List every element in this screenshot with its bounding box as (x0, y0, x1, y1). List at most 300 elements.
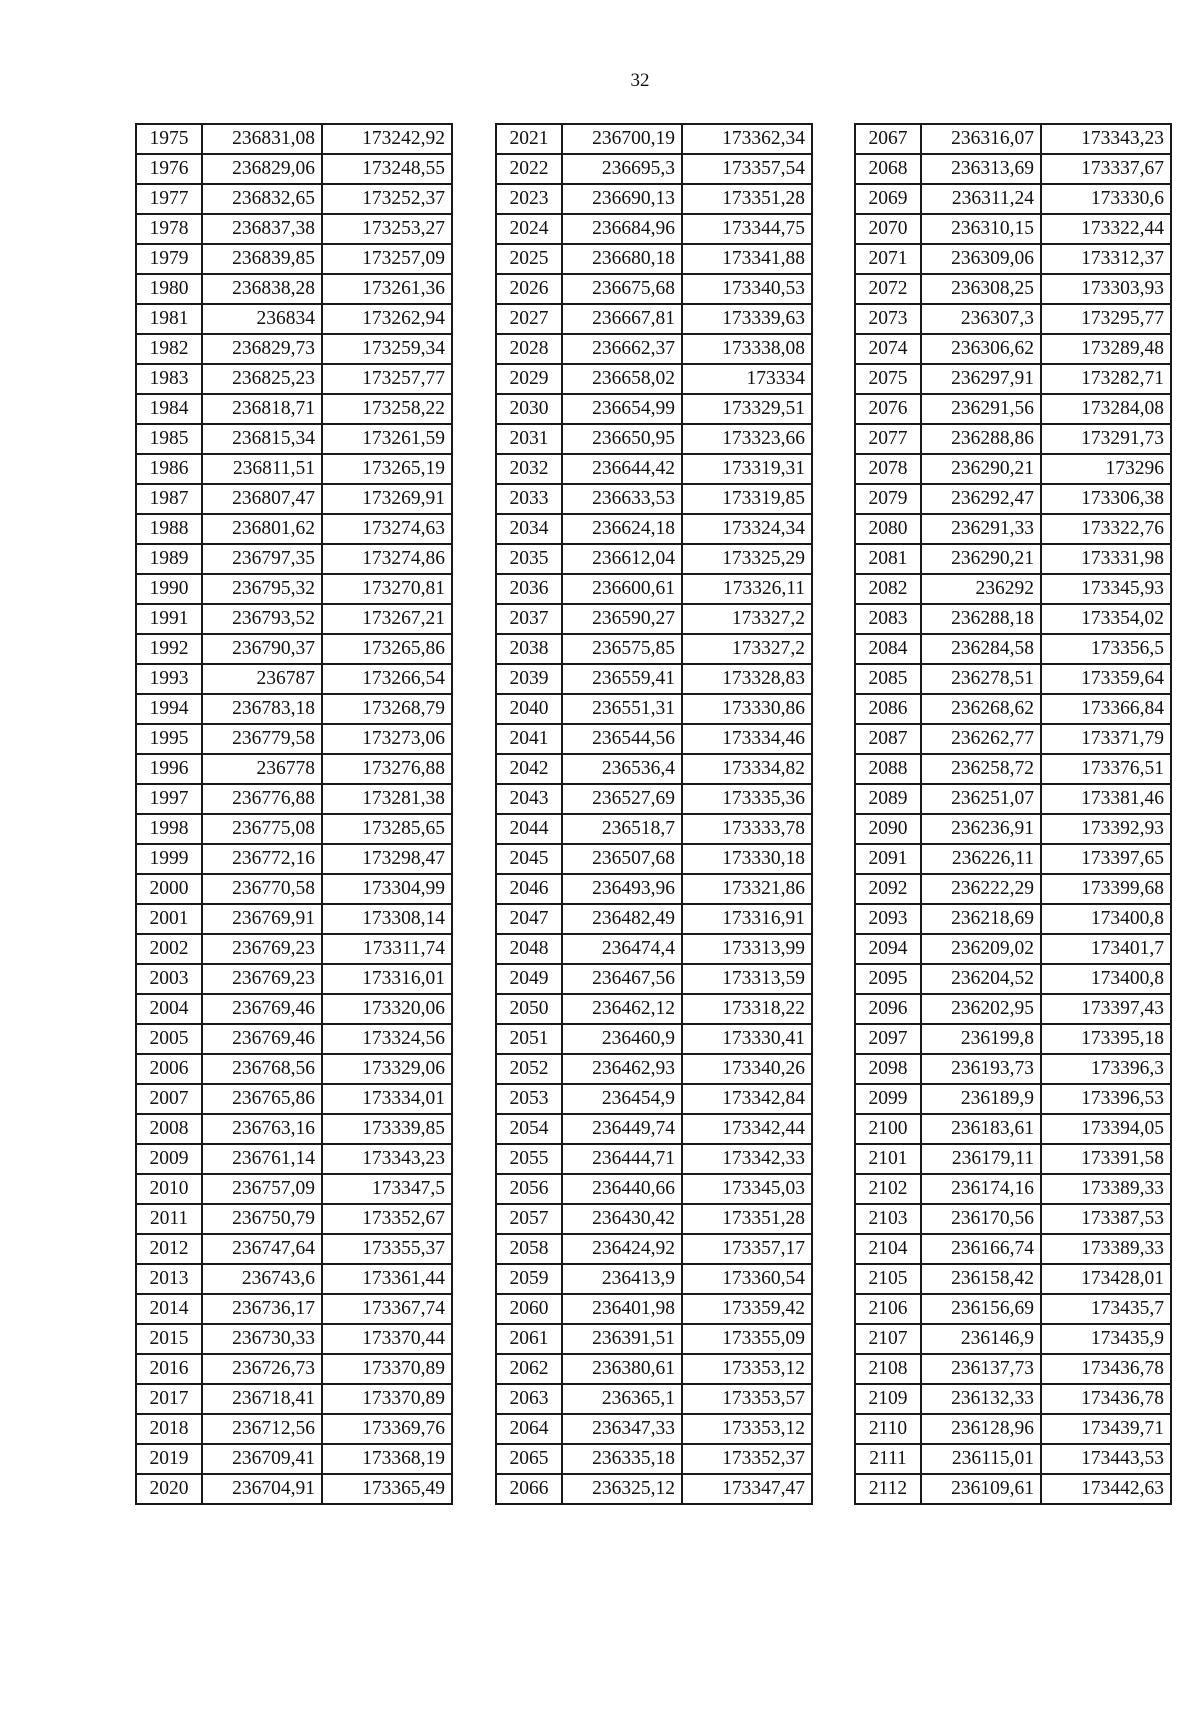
x-coordinate-cell: 236146,9 (921, 1324, 1041, 1354)
point-number-cell: 2083 (855, 604, 921, 634)
x-coordinate-cell: 236174,16 (921, 1174, 1041, 1204)
x-coordinate-cell: 236325,12 (562, 1474, 682, 1504)
coordinates-table-2 (495, 123, 813, 1505)
y-coordinate-cell: 173361,44 (322, 1264, 452, 1294)
table-row (136, 1324, 452, 1354)
x-coordinate-cell: 236801,62 (202, 514, 322, 544)
table-row (136, 1174, 452, 1204)
x-coordinate-cell: 236335,18 (562, 1444, 682, 1474)
x-coordinate-cell: 236726,73 (202, 1354, 322, 1384)
table-row (496, 1234, 812, 1264)
table-row (496, 484, 812, 514)
table-row (855, 1414, 1171, 1444)
x-coordinate-cell: 236795,32 (202, 574, 322, 604)
table-row (855, 964, 1171, 994)
x-coordinate-cell: 236757,09 (202, 1174, 322, 1204)
x-coordinate-cell: 236778 (202, 754, 322, 784)
x-coordinate-cell: 236226,11 (921, 844, 1041, 874)
y-coordinate-cell: 173435,7 (1041, 1294, 1171, 1324)
x-coordinate-cell: 236667,81 (562, 304, 682, 334)
y-coordinate-cell: 173252,37 (322, 184, 452, 214)
y-coordinate-cell: 173401,7 (1041, 934, 1171, 964)
point-number-cell: 2045 (496, 844, 562, 874)
x-coordinate-cell: 236444,71 (562, 1144, 682, 1174)
table-row (855, 1024, 1171, 1054)
table-row (855, 454, 1171, 484)
y-coordinate-cell: 173353,12 (682, 1354, 812, 1384)
table-row (496, 424, 812, 454)
table-row (136, 724, 452, 754)
table-row (136, 664, 452, 694)
table-row (136, 874, 452, 904)
point-number-cell: 2012 (136, 1234, 202, 1264)
x-coordinate-cell: 236311,24 (921, 184, 1041, 214)
table-row (136, 454, 452, 484)
table-row (496, 1294, 812, 1324)
x-coordinate-cell: 236600,61 (562, 574, 682, 604)
y-coordinate-cell: 173265,19 (322, 454, 452, 484)
point-number-cell: 2112 (855, 1474, 921, 1504)
y-coordinate-cell: 173387,53 (1041, 1204, 1171, 1234)
table-row (855, 1174, 1171, 1204)
table-row (855, 394, 1171, 424)
x-coordinate-cell: 236268,62 (921, 694, 1041, 724)
point-number-cell: 2003 (136, 964, 202, 994)
y-coordinate-cell: 173327,2 (682, 634, 812, 664)
table-row (136, 1294, 452, 1324)
y-coordinate-cell: 173389,33 (1041, 1174, 1171, 1204)
x-coordinate-cell: 236258,72 (921, 754, 1041, 784)
y-coordinate-cell: 173303,93 (1041, 274, 1171, 304)
y-coordinate-cell: 173399,68 (1041, 874, 1171, 904)
x-coordinate-cell: 236179,11 (921, 1144, 1041, 1174)
point-number-cell: 2028 (496, 334, 562, 364)
point-number-cell: 2006 (136, 1054, 202, 1084)
point-number-cell: 1983 (136, 364, 202, 394)
x-coordinate-cell: 236262,77 (921, 724, 1041, 754)
y-coordinate-cell: 173370,89 (322, 1354, 452, 1384)
point-number-cell: 2015 (136, 1324, 202, 1354)
y-coordinate-cell: 173296 (1041, 454, 1171, 484)
y-coordinate-cell: 173357,54 (682, 154, 812, 184)
y-coordinate-cell: 173341,88 (682, 244, 812, 274)
table-row (855, 1144, 1171, 1174)
x-coordinate-cell: 236536,4 (562, 754, 682, 784)
y-coordinate-cell: 173313,59 (682, 964, 812, 994)
table-row (855, 334, 1171, 364)
table-row (496, 1174, 812, 1204)
y-coordinate-cell: 173327,2 (682, 604, 812, 634)
x-coordinate-cell: 236704,91 (202, 1474, 322, 1504)
x-coordinate-cell: 236832,65 (202, 184, 322, 214)
table-row (855, 274, 1171, 304)
point-number-cell: 2052 (496, 1054, 562, 1084)
table-row (136, 1144, 452, 1174)
table-row (496, 964, 812, 994)
table-row (496, 664, 812, 694)
table-row (496, 1354, 812, 1384)
table-row (496, 844, 812, 874)
y-coordinate-cell: 173318,22 (682, 994, 812, 1024)
x-coordinate-cell: 236750,79 (202, 1204, 322, 1234)
y-coordinate-cell: 173313,99 (682, 934, 812, 964)
point-number-cell: 2080 (855, 514, 921, 544)
y-coordinate-cell: 173339,85 (322, 1114, 452, 1144)
table-row (855, 544, 1171, 574)
point-number-cell: 1986 (136, 454, 202, 484)
x-coordinate-cell: 236236,91 (921, 814, 1041, 844)
y-coordinate-cell: 173261,59 (322, 424, 452, 454)
x-coordinate-cell: 236612,04 (562, 544, 682, 574)
y-coordinate-cell: 173269,91 (322, 484, 452, 514)
x-coordinate-cell: 236313,69 (921, 154, 1041, 184)
point-number-cell: 2054 (496, 1114, 562, 1144)
x-coordinate-cell: 236310,15 (921, 214, 1041, 244)
x-coordinate-cell: 236662,37 (562, 334, 682, 364)
table-row (855, 484, 1171, 514)
point-number-cell: 1997 (136, 784, 202, 814)
table-row (136, 1084, 452, 1114)
y-coordinate-cell: 173259,34 (322, 334, 452, 364)
y-coordinate-cell: 173266,54 (322, 664, 452, 694)
point-number-cell: 2104 (855, 1234, 921, 1264)
point-number-cell: 2085 (855, 664, 921, 694)
y-coordinate-cell: 173248,55 (322, 154, 452, 184)
x-coordinate-cell: 236790,37 (202, 634, 322, 664)
table-row (136, 274, 452, 304)
point-number-cell: 2097 (855, 1024, 921, 1054)
point-number-cell: 2072 (855, 274, 921, 304)
table-row (136, 124, 452, 154)
point-number-cell: 2039 (496, 664, 562, 694)
point-number-cell: 1999 (136, 844, 202, 874)
point-number-cell: 2013 (136, 1264, 202, 1294)
table-row (496, 514, 812, 544)
point-number-cell: 1977 (136, 184, 202, 214)
point-number-cell: 2036 (496, 574, 562, 604)
y-coordinate-cell: 173334,46 (682, 724, 812, 754)
y-coordinate-cell: 173329,06 (322, 1054, 452, 1084)
point-number-cell: 2050 (496, 994, 562, 1024)
point-number-cell: 2008 (136, 1114, 202, 1144)
point-number-cell: 2004 (136, 994, 202, 1024)
y-coordinate-cell: 173352,67 (322, 1204, 452, 1234)
point-number-cell: 2082 (855, 574, 921, 604)
y-coordinate-cell: 173319,85 (682, 484, 812, 514)
y-coordinate-cell: 173352,37 (682, 1444, 812, 1474)
point-number-cell: 2108 (855, 1354, 921, 1384)
table-row (855, 364, 1171, 394)
x-coordinate-cell: 236291,33 (921, 514, 1041, 544)
table-row (136, 1264, 452, 1294)
x-coordinate-cell: 236761,14 (202, 1144, 322, 1174)
table-row (855, 1444, 1171, 1474)
point-number-cell: 2021 (496, 124, 562, 154)
table-row (855, 214, 1171, 244)
table-row (136, 484, 452, 514)
y-coordinate-cell: 173281,38 (322, 784, 452, 814)
point-number-cell: 2086 (855, 694, 921, 724)
table-row (136, 1354, 452, 1384)
point-number-cell: 2074 (855, 334, 921, 364)
x-coordinate-cell: 236449,74 (562, 1114, 682, 1144)
y-coordinate-cell: 173340,53 (682, 274, 812, 304)
point-number-cell: 2000 (136, 874, 202, 904)
y-coordinate-cell: 173304,99 (322, 874, 452, 904)
x-coordinate-cell: 236518,7 (562, 814, 682, 844)
y-coordinate-cell: 173274,63 (322, 514, 452, 544)
x-coordinate-cell: 236839,85 (202, 244, 322, 274)
x-coordinate-cell: 236251,07 (921, 784, 1041, 814)
table-row (855, 154, 1171, 184)
table-row (496, 1114, 812, 1144)
table-row (136, 634, 452, 664)
x-coordinate-cell: 236462,93 (562, 1054, 682, 1084)
point-number-cell: 2111 (855, 1444, 921, 1474)
point-number-cell: 2110 (855, 1414, 921, 1444)
point-number-cell: 2091 (855, 844, 921, 874)
table-row (855, 1054, 1171, 1084)
x-coordinate-cell: 236156,69 (921, 1294, 1041, 1324)
y-coordinate-cell: 173331,98 (1041, 544, 1171, 574)
x-coordinate-cell: 236775,08 (202, 814, 322, 844)
x-coordinate-cell: 236109,61 (921, 1474, 1041, 1504)
y-coordinate-cell: 173342,44 (682, 1114, 812, 1144)
table-row (855, 1234, 1171, 1264)
point-number-cell: 2069 (855, 184, 921, 214)
table-row (496, 1144, 812, 1174)
table-row (136, 394, 452, 424)
point-number-cell: 2026 (496, 274, 562, 304)
table-row (136, 184, 452, 214)
y-coordinate-cell: 173396,3 (1041, 1054, 1171, 1084)
x-coordinate-cell: 236793,52 (202, 604, 322, 634)
y-coordinate-cell: 173324,56 (322, 1024, 452, 1054)
x-coordinate-cell: 236170,56 (921, 1204, 1041, 1234)
y-coordinate-cell: 173353,12 (682, 1414, 812, 1444)
x-coordinate-cell: 236199,8 (921, 1024, 1041, 1054)
x-coordinate-cell: 236838,28 (202, 274, 322, 304)
point-number-cell: 1984 (136, 394, 202, 424)
x-coordinate-cell: 236460,9 (562, 1024, 682, 1054)
x-coordinate-cell: 236544,56 (562, 724, 682, 754)
table-row (496, 124, 812, 154)
point-number-cell: 2043 (496, 784, 562, 814)
point-number-cell: 2071 (855, 244, 921, 274)
y-coordinate-cell: 173443,53 (1041, 1444, 1171, 1474)
point-number-cell: 1991 (136, 604, 202, 634)
table-row (496, 904, 812, 934)
x-coordinate-cell: 236769,23 (202, 964, 322, 994)
x-coordinate-cell: 236462,12 (562, 994, 682, 1024)
point-number-cell: 2011 (136, 1204, 202, 1234)
x-coordinate-cell: 236290,21 (921, 454, 1041, 484)
y-coordinate-cell: 173428,01 (1041, 1264, 1171, 1294)
point-number-cell: 2031 (496, 424, 562, 454)
y-coordinate-cell: 173347,5 (322, 1174, 452, 1204)
y-coordinate-cell: 173319,31 (682, 454, 812, 484)
table-row (496, 874, 812, 904)
point-number-cell: 2063 (496, 1384, 562, 1414)
y-coordinate-cell: 173284,08 (1041, 394, 1171, 424)
x-coordinate-cell: 236730,33 (202, 1324, 322, 1354)
y-coordinate-cell: 173257,77 (322, 364, 452, 394)
point-number-cell: 1988 (136, 514, 202, 544)
x-coordinate-cell: 236158,42 (921, 1264, 1041, 1294)
table-row (496, 454, 812, 484)
table-row (496, 364, 812, 394)
y-coordinate-cell: 173344,75 (682, 214, 812, 244)
table-row (136, 154, 452, 184)
point-number-cell: 2070 (855, 214, 921, 244)
y-coordinate-cell: 173362,34 (682, 124, 812, 154)
x-coordinate-cell: 236736,17 (202, 1294, 322, 1324)
y-coordinate-cell: 173376,51 (1041, 754, 1171, 784)
table-row (855, 124, 1171, 154)
table-row (136, 1234, 452, 1264)
x-coordinate-cell: 236590,27 (562, 604, 682, 634)
x-coordinate-cell: 236633,53 (562, 484, 682, 514)
point-number-cell: 2048 (496, 934, 562, 964)
x-coordinate-cell: 236493,96 (562, 874, 682, 904)
y-coordinate-cell: 173389,33 (1041, 1234, 1171, 1264)
x-coordinate-cell: 236675,68 (562, 274, 682, 304)
x-coordinate-cell: 236765,86 (202, 1084, 322, 1114)
y-coordinate-cell: 173359,42 (682, 1294, 812, 1324)
point-number-cell: 2075 (855, 364, 921, 394)
table-row (136, 904, 452, 934)
point-number-cell: 1995 (136, 724, 202, 754)
x-coordinate-cell: 236768,56 (202, 1054, 322, 1084)
point-number-cell: 2102 (855, 1174, 921, 1204)
point-number-cell: 2068 (855, 154, 921, 184)
point-number-cell: 2093 (855, 904, 921, 934)
y-coordinate-cell: 173442,63 (1041, 1474, 1171, 1504)
point-number-cell: 2099 (855, 1084, 921, 1114)
y-coordinate-cell: 173351,28 (682, 1204, 812, 1234)
point-number-cell: 2094 (855, 934, 921, 964)
y-coordinate-cell: 173343,23 (1041, 124, 1171, 154)
x-coordinate-cell: 236440,66 (562, 1174, 682, 1204)
point-number-cell: 2025 (496, 244, 562, 274)
point-number-cell: 2076 (855, 394, 921, 424)
table-row (136, 604, 452, 634)
table-row (496, 1474, 812, 1504)
point-number-cell: 2053 (496, 1084, 562, 1114)
table-row (496, 994, 812, 1024)
point-number-cell: 2034 (496, 514, 562, 544)
y-coordinate-cell: 173261,36 (322, 274, 452, 304)
table-row (136, 304, 452, 334)
x-coordinate-cell: 236288,18 (921, 604, 1041, 634)
table-row (136, 994, 452, 1024)
x-coordinate-cell: 236834 (202, 304, 322, 334)
y-coordinate-cell: 173347,47 (682, 1474, 812, 1504)
table-row (855, 1324, 1171, 1354)
table-row (855, 994, 1171, 1024)
point-number-cell: 2100 (855, 1114, 921, 1144)
point-number-cell: 2032 (496, 454, 562, 484)
table-row (496, 244, 812, 274)
y-coordinate-cell: 173359,64 (1041, 664, 1171, 694)
point-number-cell: 1980 (136, 274, 202, 304)
x-coordinate-cell: 236783,18 (202, 694, 322, 724)
x-coordinate-cell: 236292 (921, 574, 1041, 604)
table-row (496, 754, 812, 784)
x-coordinate-cell: 236306,62 (921, 334, 1041, 364)
x-coordinate-cell: 236297,91 (921, 364, 1041, 394)
table-row (855, 874, 1171, 904)
point-number-cell: 2092 (855, 874, 921, 904)
y-coordinate-cell: 173270,81 (322, 574, 452, 604)
y-coordinate-cell: 173397,65 (1041, 844, 1171, 874)
point-number-cell: 1978 (136, 214, 202, 244)
y-coordinate-cell: 173326,11 (682, 574, 812, 604)
table-row (855, 934, 1171, 964)
point-number-cell: 2017 (136, 1384, 202, 1414)
y-coordinate-cell: 173339,63 (682, 304, 812, 334)
point-number-cell: 2047 (496, 904, 562, 934)
x-coordinate-cell: 236624,18 (562, 514, 682, 544)
x-coordinate-cell: 236166,74 (921, 1234, 1041, 1264)
table-row (136, 784, 452, 814)
x-coordinate-cell: 236527,69 (562, 784, 682, 814)
y-coordinate-cell: 173353,57 (682, 1384, 812, 1414)
x-coordinate-cell: 236770,58 (202, 874, 322, 904)
y-coordinate-cell: 173325,29 (682, 544, 812, 574)
table-row (496, 604, 812, 634)
y-coordinate-cell: 173316,01 (322, 964, 452, 994)
table-row (136, 694, 452, 724)
x-coordinate-cell: 236644,42 (562, 454, 682, 484)
point-number-cell: 2109 (855, 1384, 921, 1414)
y-coordinate-cell: 173365,49 (322, 1474, 452, 1504)
x-coordinate-cell: 236811,51 (202, 454, 322, 484)
table-row (855, 1264, 1171, 1294)
y-coordinate-cell: 173321,86 (682, 874, 812, 904)
x-coordinate-cell: 236278,51 (921, 664, 1041, 694)
y-coordinate-cell: 173306,38 (1041, 484, 1171, 514)
y-coordinate-cell: 173322,44 (1041, 214, 1171, 244)
point-number-cell: 1990 (136, 574, 202, 604)
y-coordinate-cell: 173328,83 (682, 664, 812, 694)
y-coordinate-cell: 173354,02 (1041, 604, 1171, 634)
y-coordinate-cell: 173436,78 (1041, 1384, 1171, 1414)
table-row (496, 394, 812, 424)
x-coordinate-cell: 236474,4 (562, 934, 682, 964)
x-coordinate-cell: 236747,64 (202, 1234, 322, 1264)
x-coordinate-cell: 236718,41 (202, 1384, 322, 1414)
x-coordinate-cell: 236284,58 (921, 634, 1041, 664)
y-coordinate-cell: 173340,26 (682, 1054, 812, 1084)
table-row (496, 1324, 812, 1354)
y-coordinate-cell: 173320,06 (322, 994, 452, 1024)
table-row (136, 814, 452, 844)
coordinates-table-1 (135, 123, 453, 1505)
point-number-cell: 2055 (496, 1144, 562, 1174)
y-coordinate-cell: 173400,8 (1041, 964, 1171, 994)
point-number-cell: 2049 (496, 964, 562, 994)
y-coordinate-cell: 173355,37 (322, 1234, 452, 1264)
table-row (855, 904, 1171, 934)
table-row (855, 574, 1171, 604)
y-coordinate-cell: 173368,19 (322, 1444, 452, 1474)
point-number-cell: 2073 (855, 304, 921, 334)
table-row (496, 784, 812, 814)
y-coordinate-cell: 173360,54 (682, 1264, 812, 1294)
y-coordinate-cell: 173439,71 (1041, 1414, 1171, 1444)
point-number-cell: 2009 (136, 1144, 202, 1174)
